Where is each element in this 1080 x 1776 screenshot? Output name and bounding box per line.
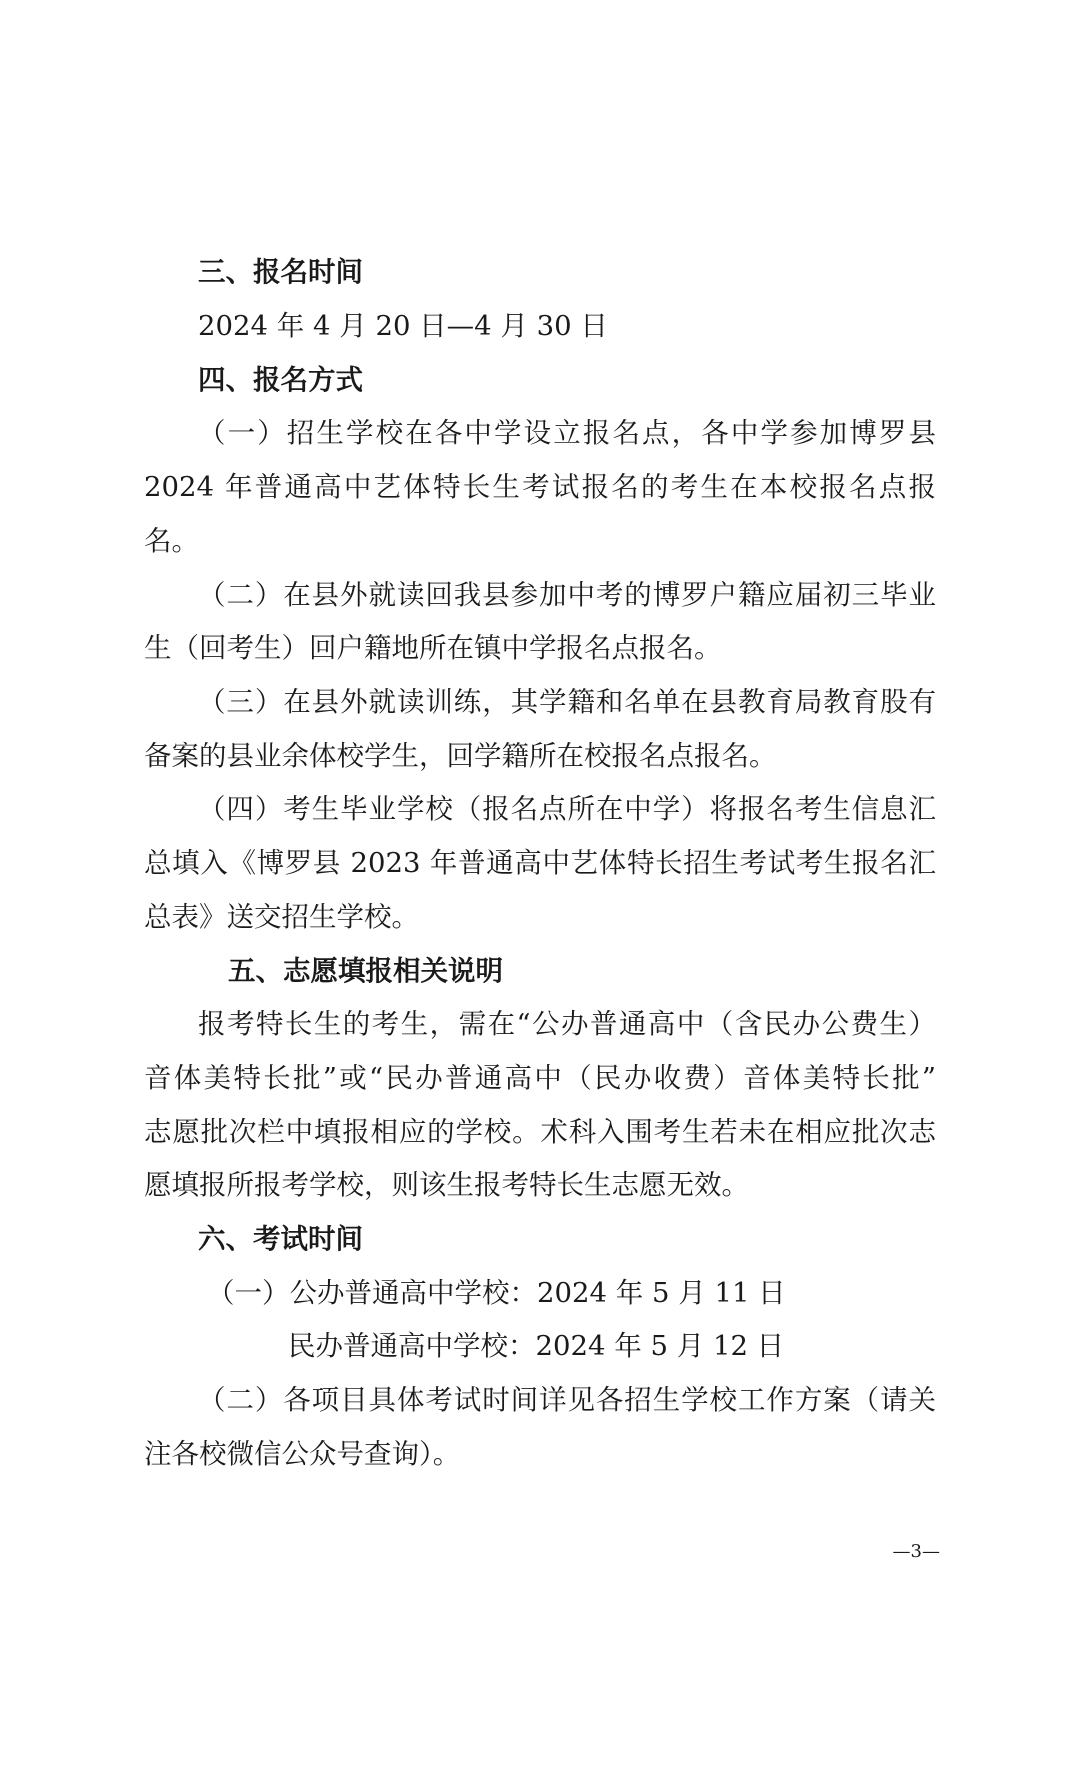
- section-5-para-line-1: 报考特长生的考生，需在“公办普通高中（含民办公费生）: [198, 1008, 936, 1040]
- section-5-para-line-3: 志愿批次栏中填报相应的学校。术科入围考生若未在相应批次志: [144, 1116, 936, 1148]
- section-5-para-line-4: 愿填报所报考学校，则该生报考特长生志愿无效。: [144, 1169, 749, 1201]
- section-6-para-2-line-2: 注各校微信公众号查询）。: [144, 1438, 461, 1470]
- section-5-heading: 五、志愿填报相关说明: [228, 955, 503, 987]
- private-high-school-exam-date: 民办普通高中学校：2024 年 5 月 12 日: [288, 1330, 785, 1362]
- public-high-school-exam-date: （一）公办普通高中学校：2024 年 5 月 11 日: [207, 1277, 786, 1309]
- section-4-para-1-line-1: （一）招生学校在各中学设立报名点，各中学参加博罗县: [198, 417, 936, 449]
- section-4-para-1-line-3: 名。: [144, 525, 199, 557]
- section-4-para-2-line-1: （二）在县外就读回我县参加中考的博罗户籍应届初三毕业: [198, 579, 936, 611]
- section-4-para-1-line-2: 2024 年普通高中艺体特长生考试报名的考生在本校报名点报: [144, 471, 936, 503]
- section-4-para-2-line-2: 生（回考生）回户籍地所在镇中学报名点报名。: [144, 632, 722, 664]
- section-4-para-3-line-2: 备案的县业余体校学生，回学籍所在校报名点报名。: [144, 740, 777, 772]
- section-4-para-4-line-2: 总填入《博罗县 2023 年普通高中艺体特长招生考试考生报名汇: [144, 847, 936, 879]
- section-6-para-2-line-1: （二）各项目具体考试时间详见各招生学校工作方案（请关: [198, 1384, 936, 1416]
- section-5-para-line-2: 音体美特长批”或“民办普通高中（民办收费）音体美特长批”: [144, 1062, 936, 1094]
- section-3-heading: 三、报名时间: [198, 256, 363, 288]
- section-6-heading: 六、考试时间: [198, 1223, 363, 1255]
- section-4-para-3-line-1: （三）在县外就读训练，其学籍和名单在县教育局教育股有: [198, 686, 936, 718]
- section-4-para-4-line-1: （四）考生毕业学校（报名点所在中学）将报名考生信息汇: [198, 793, 936, 825]
- page-number: —3—: [892, 1541, 940, 1562]
- section-4-para-4-line-3: 总表》送交招生学校。: [144, 901, 419, 933]
- registration-date-range: 2024 年 4 月 20 日—4 月 30 日: [198, 310, 608, 342]
- section-4-heading: 四、报名方式: [198, 364, 363, 396]
